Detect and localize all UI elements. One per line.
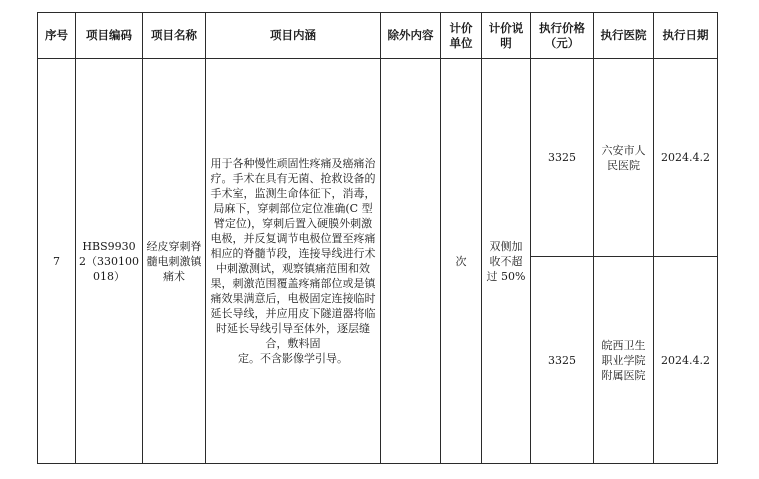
header-code: 项目编码	[76, 13, 143, 59]
cell-note: 双侧加收不超过 50%	[482, 59, 531, 464]
content-main-text: 用于各种慢性顽固性疼痛及癌痛治疗。手术在具有无菌、抢救设备的手术室，监测生命体征下，消毒，局麻下，穿刺部位定位准确(C 型臂定位)，穿刺后置入硬膜外刺激电极，并反复调节电极位置至疼痛相应的脊髓节段，连接导线进行术中刺激测试，观察镇痛范围和效果，刺激范围覆盖疼痛部位或是镇痛效果满意后，电极固定连接临时延长导线，并应用皮下隧道器将临时延长导线引导至体外，逐层缝合，敷料固	[210, 157, 376, 350]
header-row	[38, 13, 718, 59]
header-name: 项目名称	[143, 13, 206, 59]
cell-date: 2024.4.2	[654, 257, 718, 464]
table-row	[38, 59, 718, 257]
header-date: 执行日期	[654, 13, 718, 59]
cell-excluded	[381, 59, 441, 464]
header-note: 计价说明	[482, 13, 531, 59]
header-seq: 序号	[38, 13, 76, 59]
pricing-table	[37, 12, 718, 464]
cell-content	[206, 59, 381, 464]
cell-price: 3325	[531, 257, 594, 464]
header-hospital: 执行医院	[594, 13, 654, 59]
cell-name: 经皮穿刺脊髓电刺激镇痛术	[143, 59, 206, 464]
header-excluded: 除外内容	[381, 13, 441, 59]
cell-code: HBS99302（330100018）	[76, 59, 143, 464]
cell-price: 3325	[531, 59, 594, 257]
content-end-text: 定。不含影像学引导。	[238, 352, 348, 365]
header-price: 执行价格（元）	[531, 13, 594, 59]
header-unit: 计价单位	[441, 13, 482, 59]
cell-hospital: 皖西卫生职业学院附属医院	[594, 257, 654, 464]
header-content: 项目内涵	[206, 13, 381, 59]
cell-seq: 7	[38, 59, 76, 464]
cell-unit: 次	[441, 59, 482, 464]
cell-hospital: 六安市人民医院	[594, 59, 654, 257]
cell-date: 2024.4.2	[654, 59, 718, 257]
